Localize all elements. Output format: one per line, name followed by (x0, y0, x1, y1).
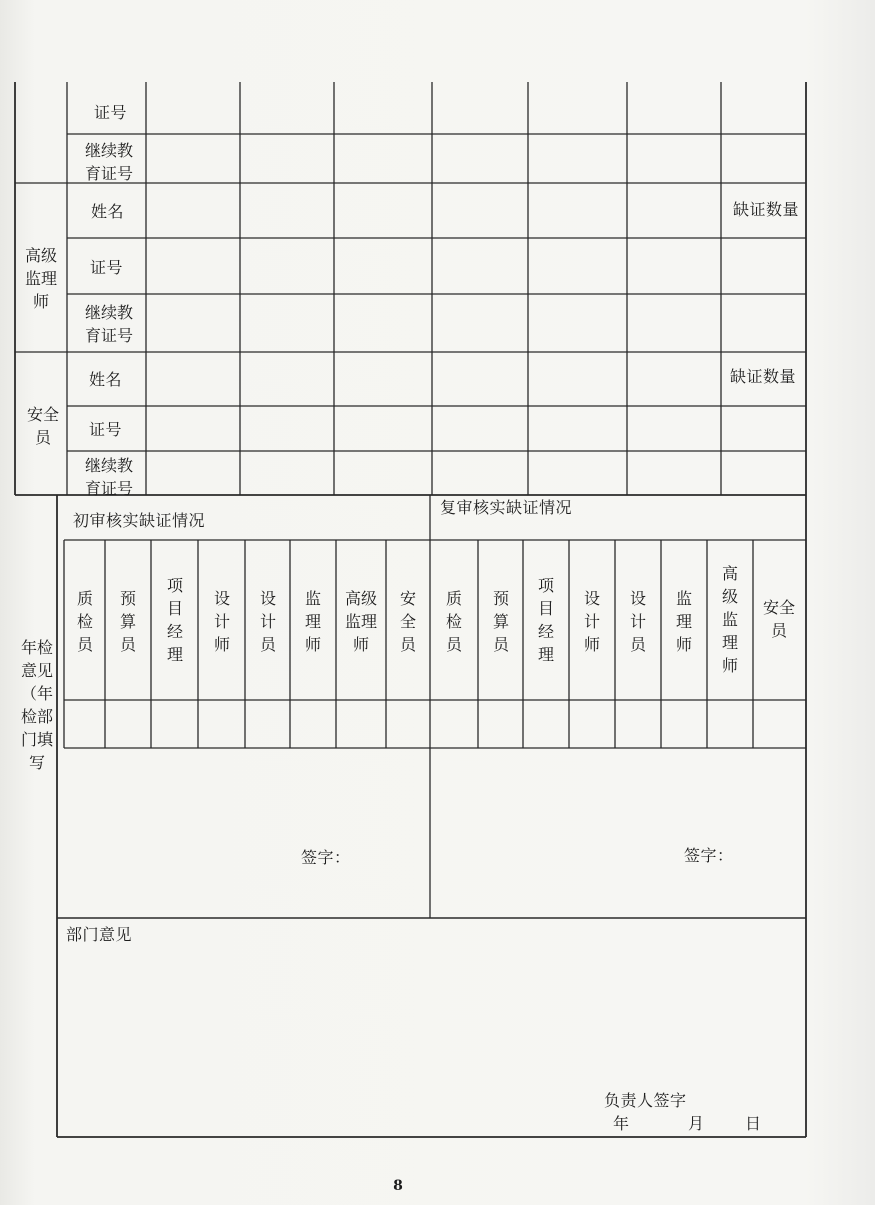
initial-sign-label: 签字： (301, 848, 351, 867)
initial-role-qc: 质检员 (76, 589, 93, 654)
recheck-role-design-staff: 设计员 (629, 589, 646, 654)
initial-role-safety: 安全员 (399, 589, 416, 654)
page-number: 8 (393, 1178, 403, 1194)
recheck-role-senior-supervisor: 高级监理师 (721, 564, 738, 675)
recheck-role-supervisor: 监理师 (675, 589, 692, 654)
name-label-senior: 姓名 (91, 202, 125, 221)
missing-count-label-safety: 缺证数量 (730, 367, 797, 386)
recheck-role-pm: 项目经理 (537, 576, 554, 664)
annual-review-label: 年检意见（年检部门填写 (20, 638, 53, 772)
initial-role-budget: 预算员 (119, 589, 136, 654)
continuing-edu-label-safety: 继续教育证号 (84, 456, 133, 498)
initial-role-designer: 设计师 (213, 589, 230, 654)
name-label-safety: 姓名 (89, 370, 123, 389)
recheck-review-title: 复审核实缺证情况 (440, 498, 573, 517)
recheck-role-budget: 预算员 (492, 589, 509, 654)
recheck-role-qc: 质检员 (445, 589, 462, 654)
responsible-sign-label: 负责人签字 (604, 1091, 687, 1110)
cert-no-label-senior: 证号 (90, 258, 124, 277)
department-opinion-label: 部门意见 (66, 925, 133, 944)
cert-no-label-1: 证号 (94, 103, 128, 122)
initial-role-design-staff: 设计员 (259, 589, 276, 654)
recheck-sign-label: 签字： (684, 846, 734, 865)
initial-review-title: 初审核实缺证情况 (73, 511, 206, 530)
senior-supervisor-label: 高级监理师 (24, 246, 57, 311)
missing-count-label-senior: 缺证数量 (733, 200, 800, 219)
initial-role-senior-supervisor: 高级监理师 (344, 589, 377, 654)
recheck-role-designer: 设计师 (583, 589, 600, 654)
safety-officer-label: 安全员 (26, 405, 59, 447)
recheck-role-safety: 安全员 (762, 598, 795, 640)
date-year-label: 年 (613, 1114, 630, 1133)
date-month-label: 月 (688, 1114, 705, 1133)
date-day-label: 日 (745, 1114, 762, 1133)
continuing-edu-label-1: 继续教育证号 (84, 141, 133, 183)
initial-role-pm: 项目经理 (166, 576, 183, 664)
cert-no-label-safety: 证号 (89, 420, 123, 439)
initial-role-supervisor: 监理师 (304, 589, 321, 654)
continuing-edu-label-senior: 继续教育证号 (84, 303, 133, 345)
